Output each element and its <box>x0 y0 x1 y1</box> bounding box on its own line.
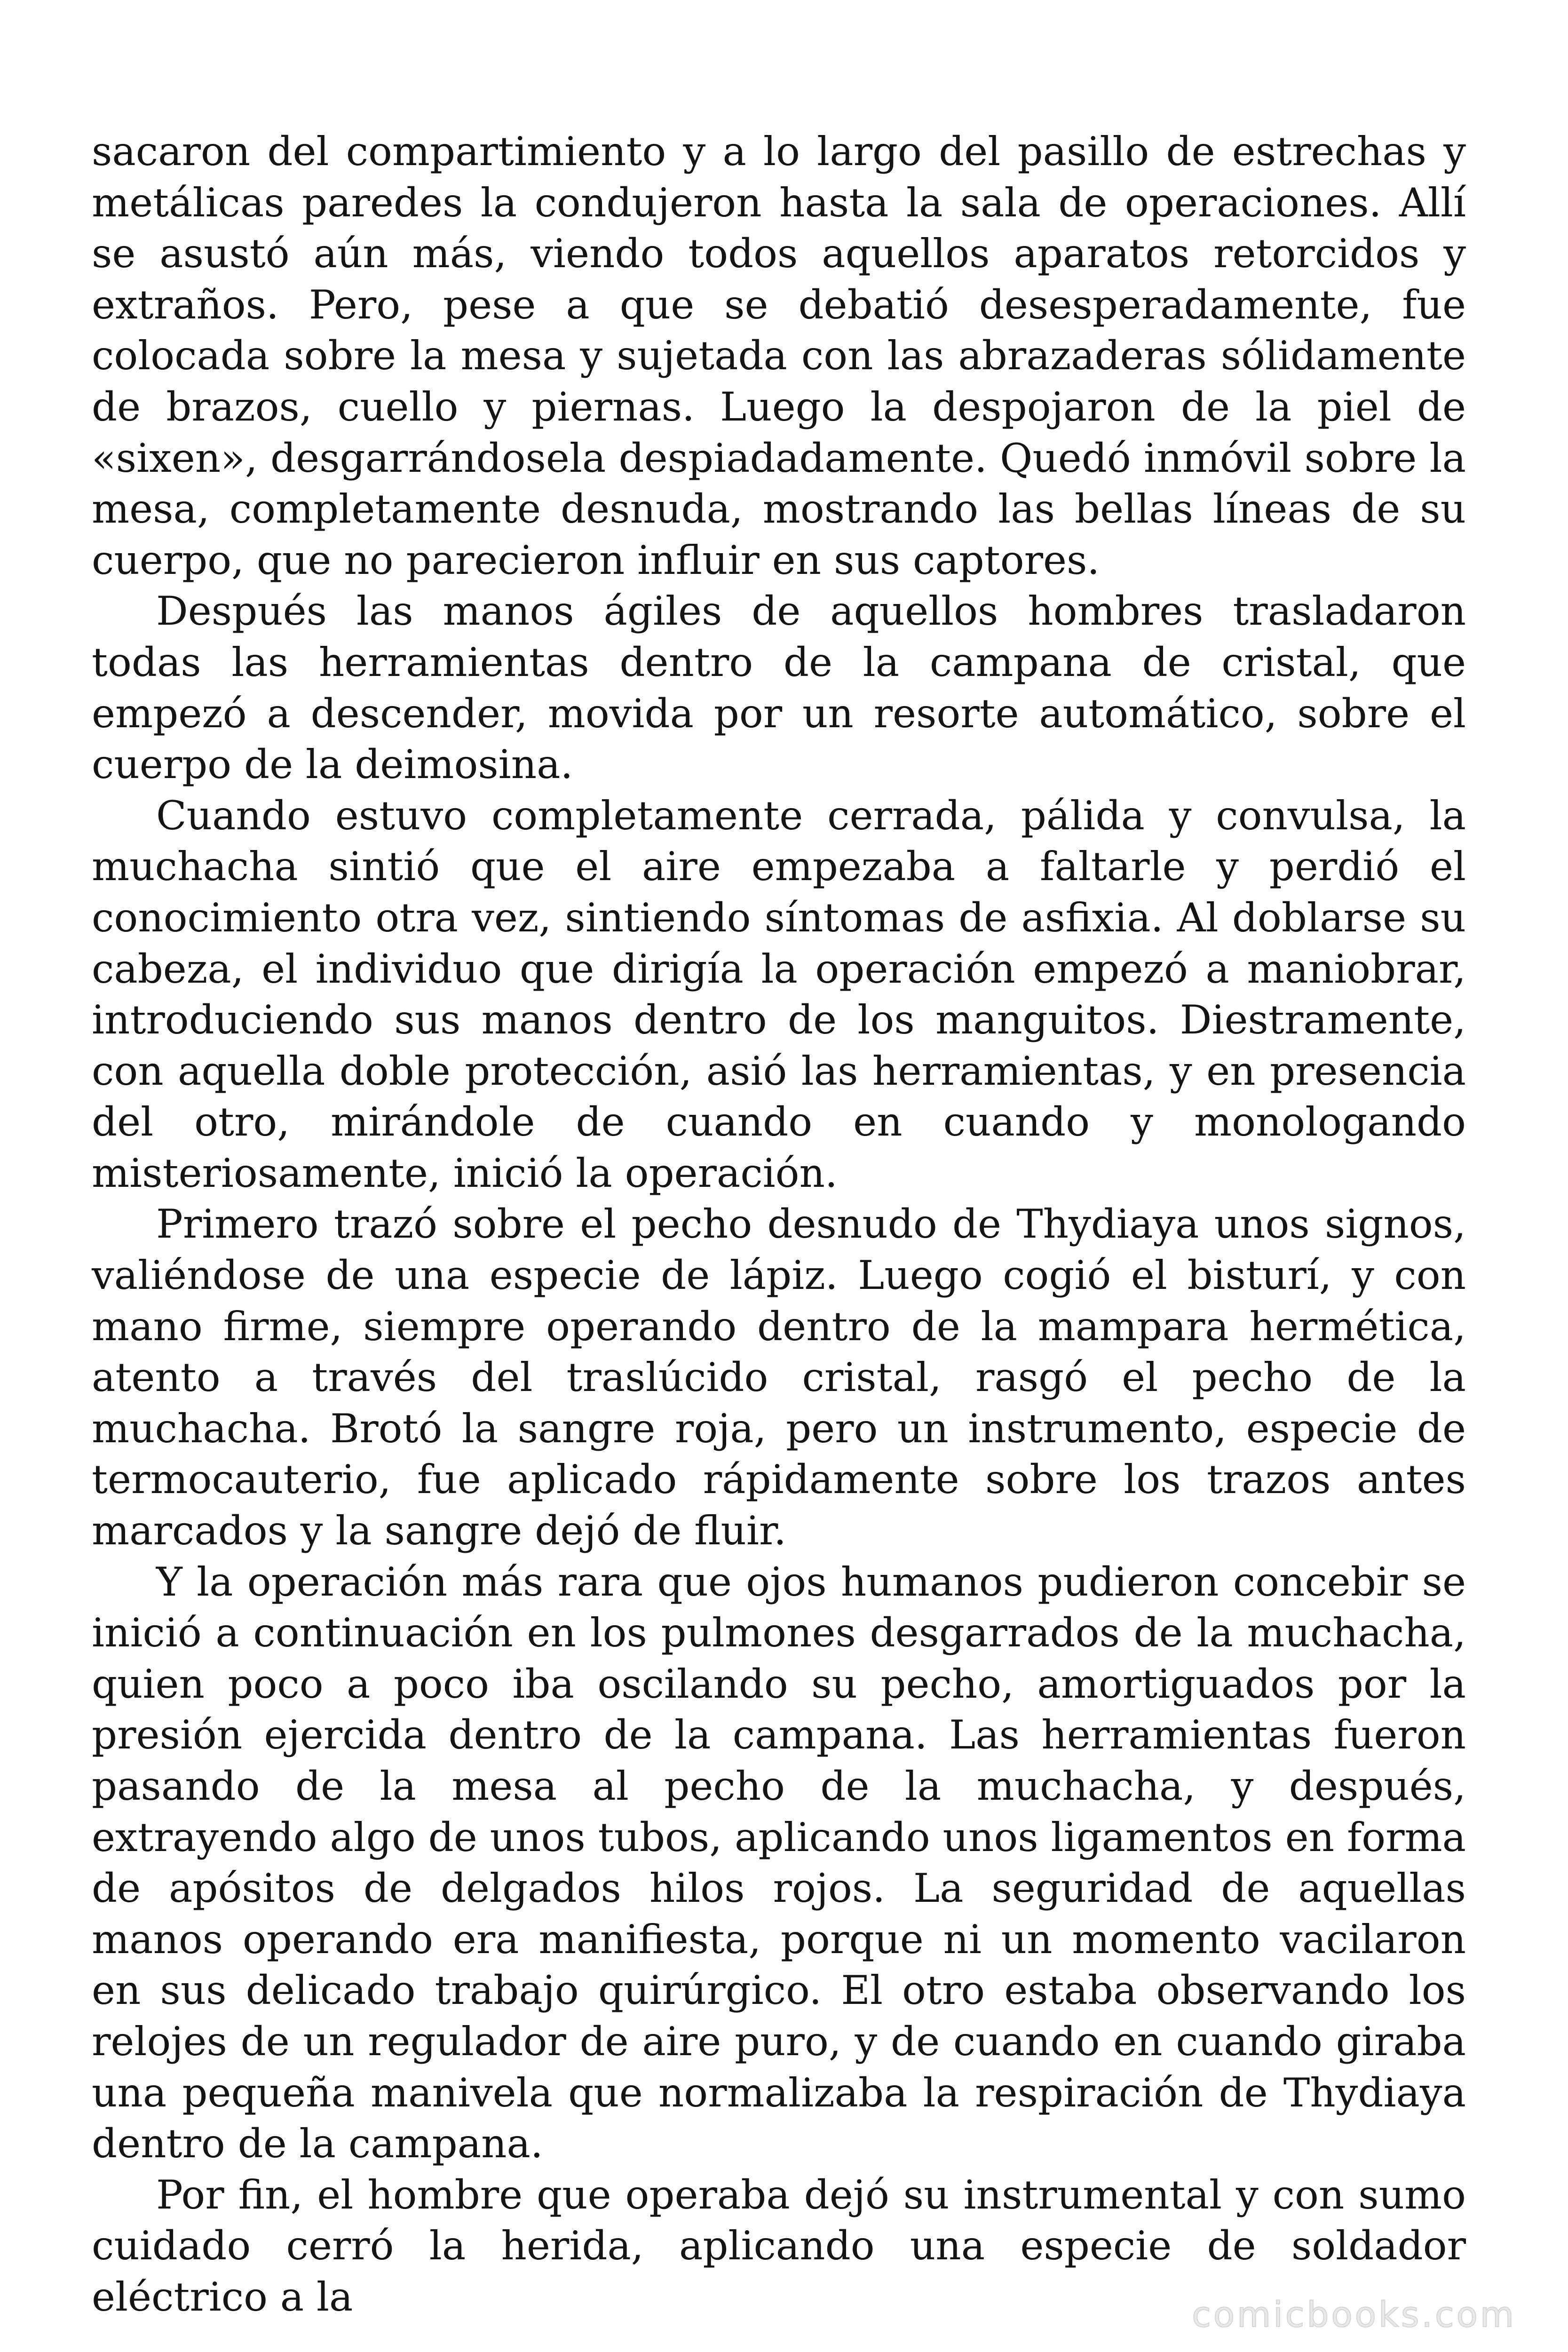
paragraph-5: Y la operación más rara que ojos humanos pudieron concebir se inició a continuación en los pulmones desgarrados de la muchacha, quien poco a poco iba oscilando su pecho, amortiguados por la presión ejercida dentro de la campana. Las herramientas fueron pasando de la mesa al pecho de la muchacha, y después, extrayendo algo de unos tubos, aplicando unos ligamentos en forma de apósitos de delgados hilos rojos. La seguridad de aquellas manos operando era manifiesta, porque ni un momento vacilaron en sus delicado trabajo quirúrgico. El otro estaba observando los relojes de un regulador de aire puro, y de cuando en cuando giraba una pequeña manivela que normalizaba la respiración de Thydiaya dentro de la campana. <box>92 1558 1466 2167</box>
page-body <box>92 126 1466 2323</box>
paragraph-3: Cuando estuvo completamente cerrada, pálida y convulsa, la muchacha sintió que el aire empezaba a faltarle y perdió el conocimiento otra vez, sintiendo síntomas de asfixia. Al doblarse su cabeza, el individuo que dirigía la operación empezó a maniobrar, introduciendo sus manos dentro de los manguitos. Diestramente, con aquella doble protección, asió las herramientas, y en presencia del otro, mirándole de cuando en cuando y monologando misteriosamente, inició la operación. <box>92 792 1466 1196</box>
paragraph-1: sacaron del compartimiento y a lo largo del pasillo de estrechas y metálicas paredes la condujeron hasta la sala de operaciones. Allí se asustó aún más, viendo todos aquellos aparatos retorcidos y extraños. Pero, pese a que se debatió desesperadamente, fue colocada sobre la mesa y sujetada con las abrazaderas sólidamente de brazos, cuello y piernas. Luego la despojaron de la piel de «sixen», desgarrándosela despiadadamente. Quedó inmóvil sobre la mesa, completamente desnuda, mostrando las bellas líneas de su cuerpo, que no parecieron influir en sus captores. <box>92 128 1466 583</box>
paragraph-2: Después las manos ágiles de aquellos hombres trasladaron todas las herramientas dentro de la campana de cristal, que empezó a descender, movida por un resorte automático, sobre el cuerpo de la deimosina. <box>92 588 1466 788</box>
paragraph-4: Primero trazó sobre el pecho desnudo de Thydiaya unos signos, valiéndose de una especie de lápiz. Luego cogió el bisturí, y con mano firme, siempre operando dentro de la mampara hermética, atento a través del traslúcido cristal, rasgó el pecho de la muchacha. Brotó la sangre roja, pero un instrumento, especie de termocauterio, fue aplicado rápidamente sobre los trazos antes marcados y la sangre dejó de fluir. <box>92 1201 1466 1554</box>
paragraph-6: Por fin, el hombre que operaba dejó su instrumental y con sumo cuidado cerró la herida, aplicando una especie de soldador eléctrico a la <box>92 2171 1466 2320</box>
watermark: comicbooks.com <box>1192 2295 1516 2335</box>
